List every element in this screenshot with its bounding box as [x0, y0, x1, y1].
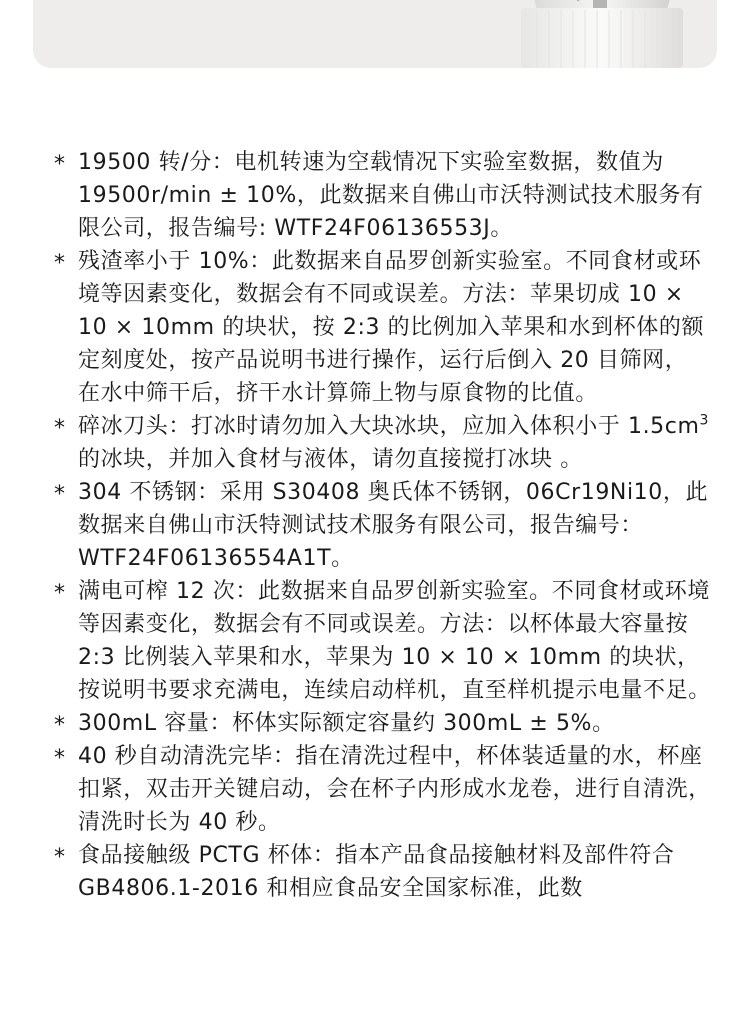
footnote-text-part: 的冰块，并加入食材与液体，请勿直接搅打冰块 。	[78, 447, 583, 472]
footnote-text	[78, 410, 712, 476]
footnote-list	[52, 146, 712, 905]
footnote-item	[52, 410, 712, 476]
asterisk-marker: *	[54, 482, 66, 507]
footnote-text: 食品接触级 PCTG 杯体：指本产品食品接触材料及部件符合 GB4806.1-2016 和相应食品安全国家标准，此数	[78, 843, 675, 901]
footnote-item	[52, 245, 712, 410]
asterisk-marker: *	[54, 251, 66, 276]
product-banner	[33, 0, 717, 68]
asterisk-marker: *	[54, 581, 66, 606]
footnote-text: 19500 转/分：电机转速为空载情况下实验室数据，数值为19500r/min ± 10%，此数据来自佛山市沃特测试技术服务有限公司，报告编号: WTF24F06136553J。	[78, 150, 704, 241]
footnote-text: 满电可榨 12 次：此数据来自品罗创新实验室。不同食材或环境等因素变化，数据会有不同或误差。方法：以杯体最大容量按 2:3 比例装入苹果和水，苹果为 10 × 10 × 10mm 的块状，按说明书要求充满电，连续启动样机，直至样机提示电量不足。	[78, 579, 711, 703]
footnote-item	[52, 839, 712, 905]
footnote-text: 残渣率小于 10%：此数据来自品罗创新实验室。不同食材或环境等因素变化，数据会有不同或误差。方法：苹果切成 10 × 10 × 10mm 的块状，按 2:3 的比例加入苹果和水到杯体的额定刻度处，按产品说明书进行操作，运行后倒入 20 目筛网， 在水中筛干后，挤干水计算筛上物与原食物的比值。	[78, 249, 705, 406]
footnote-item	[52, 707, 712, 740]
asterisk-marker: *	[54, 416, 66, 441]
footnote-item	[52, 575, 712, 707]
asterisk-marker: *	[54, 746, 66, 771]
asterisk-marker: *	[54, 152, 66, 177]
footnote-text: 304 不锈钢：采用 S30408 奥氏体不锈钢，06Cr19Ni10，此数据来自佛山市沃特测试技术服务有限公司，报告编号：WTF24F06136554A1T。	[78, 480, 709, 571]
footnote-text: 300mL 容量：杯体实际额定容量约 300mL ± 5%。	[78, 711, 615, 736]
blender-cup-image	[517, 0, 687, 68]
asterisk-marker: *	[54, 713, 66, 738]
footnote-item	[52, 146, 712, 245]
asterisk-marker: *	[54, 845, 66, 870]
footnote-text: 40 秒自动清洗完毕：指在清洗过程中，杯体装适量的水，杯座扣紧，双击开关键启动，会在杯子内形成水龙卷，进行自清洗，清洗时长为 40 秒。	[78, 744, 711, 835]
superscript: 3	[699, 412, 710, 429]
footnote-item	[52, 476, 712, 575]
footnote-item	[52, 740, 712, 839]
footnote-text-part: 碎冰刀头：打冰时请勿加入大块冰块，应加入体积小于 1.5cm	[78, 414, 700, 439]
